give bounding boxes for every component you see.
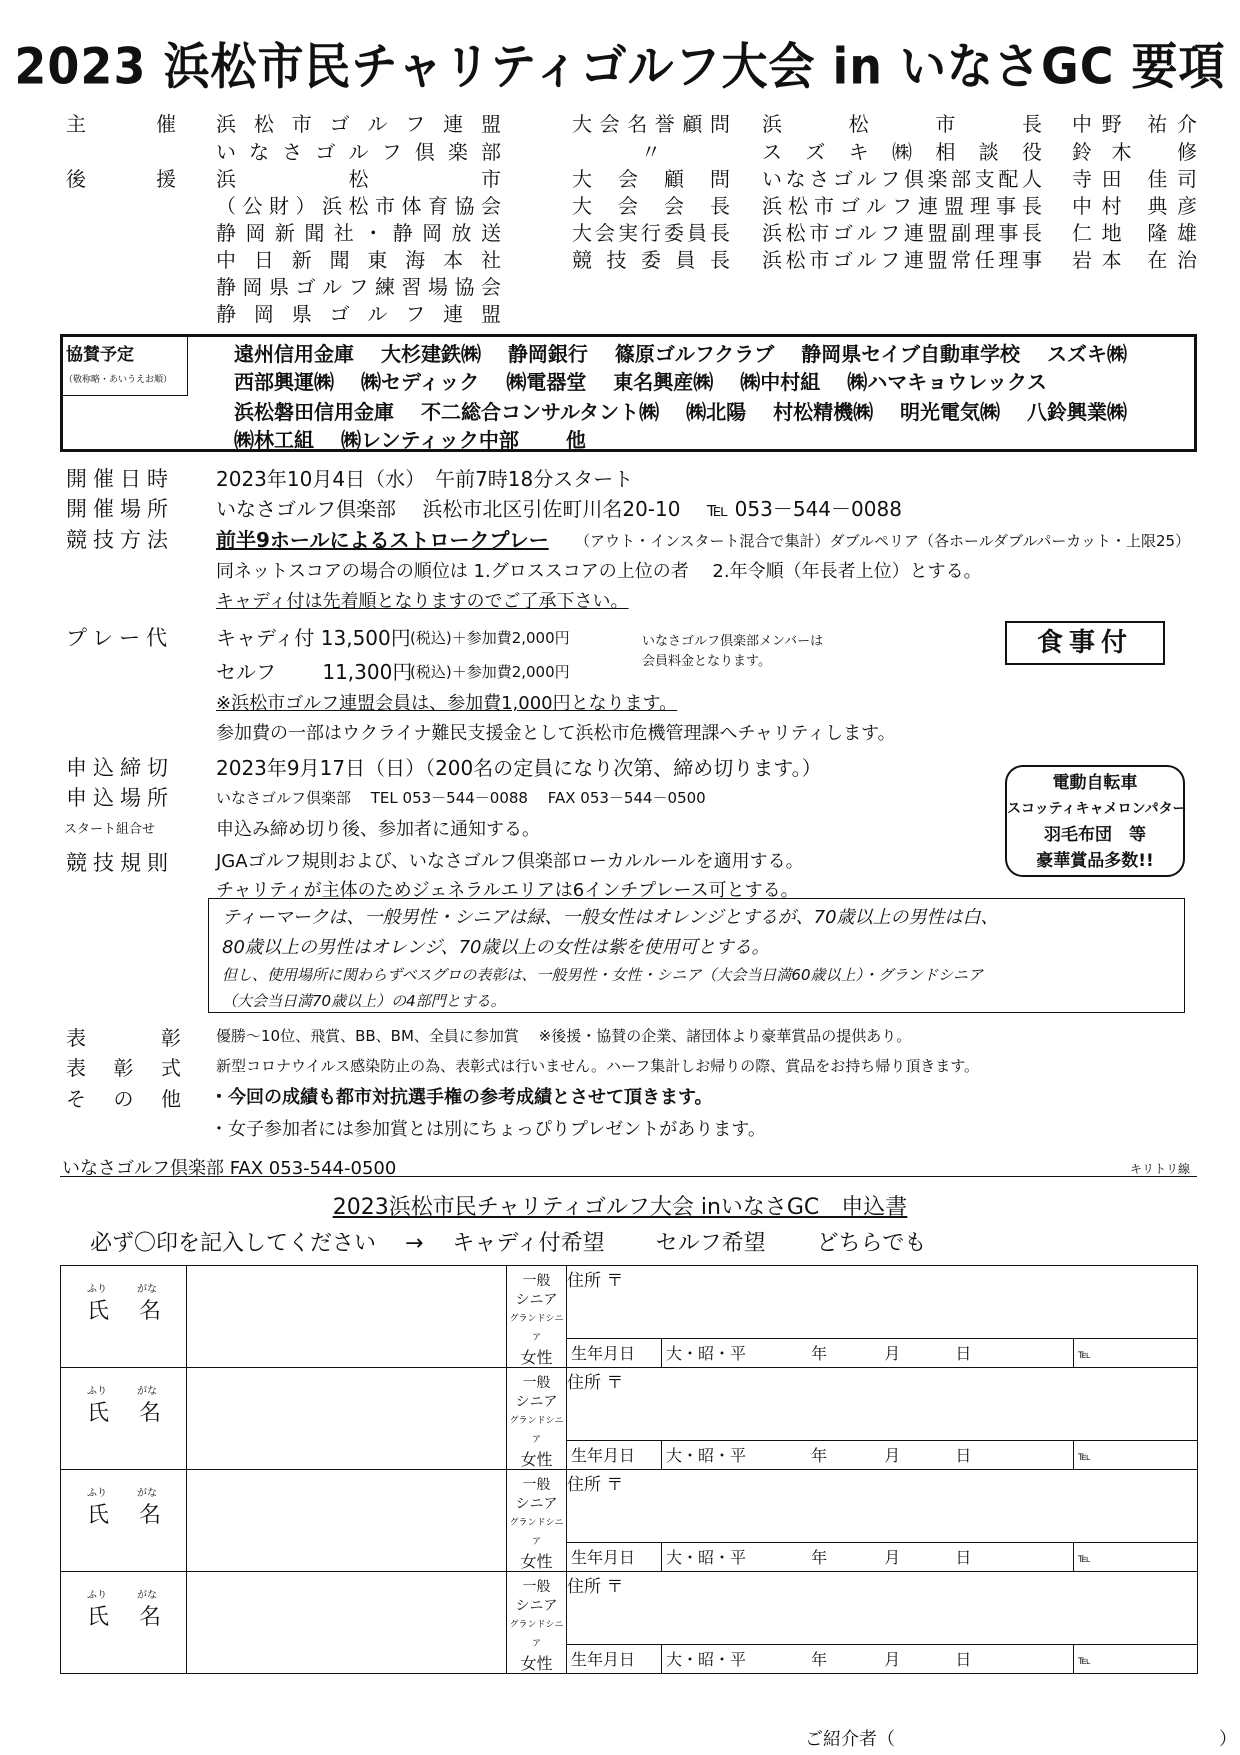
deadline: 2023年9月17日（日）（200名の定員になり次第、締め切ります。） <box>216 756 822 780</box>
tel-cell[interactable] <box>1074 1644 1198 1673</box>
address-label: 住所 〒 <box>567 1577 624 1597</box>
tel-cell[interactable] <box>1074 1440 1198 1469</box>
fax-line: いなさゴルフ倶楽部 FAX 053-544-0500 <box>62 1158 397 1179</box>
name-char-2: 名 <box>139 1299 162 1324</box>
tee-line: （大会当日満70歳以上）の4部門とする。 <box>222 992 506 1010</box>
support-3: 静岡新聞社・静岡放送 <box>216 221 501 245</box>
official-role: 競技委員長 <box>572 248 730 272</box>
event-date: 2023年10月4日（水） 午前7時18分スタート <box>216 467 634 491</box>
official-title: スズキ㈱相談役 <box>762 140 1042 164</box>
furi-text: ふり <box>87 1590 107 1601</box>
day-label: 日 <box>955 1650 972 1670</box>
address-label: 住所 〒 <box>567 1373 624 1393</box>
rules-2: チャリティが主体のためジェネラルエリアは6インチプレース可とする。 <box>216 880 799 901</box>
host-2: いなさゴルフ倶楽部 <box>216 140 501 164</box>
support-4: 中日新聞東海本社 <box>216 248 501 272</box>
ceremony-label: 表彰式 <box>66 1056 181 1080</box>
member-note-2: 会員料金となります。 <box>642 654 771 669</box>
name-input-cell[interactable] <box>187 1266 507 1368</box>
prize-line: スコッティキャメロンパター <box>1007 801 1187 817</box>
gana-text: がな <box>137 1284 157 1295</box>
sponsor-note: （敬称略・あいうえお順） <box>64 375 173 385</box>
official-name: 寺田 佳司 <box>1072 167 1197 191</box>
method-line3: キャディ付は先着順となりますのでご了承下さい。 <box>216 591 629 612</box>
year-label: 年 <box>811 1650 828 1670</box>
address-cell[interactable] <box>567 1572 1198 1645</box>
apply-label: 申込場所 <box>66 786 174 810</box>
cat-general: 一般 <box>522 1579 551 1595</box>
name-char-1: 氏 <box>87 1299 110 1324</box>
other-2: ・女子参加者には参加賞とは別にちょっぴりプレゼントがあります。 <box>210 1119 766 1140</box>
applicant-row <box>61 1572 1198 1645</box>
award-label: 表彰 <box>66 1026 181 1050</box>
cat-general: 一般 <box>522 1477 551 1493</box>
host-1: 浜松市ゴルフ連盟 <box>216 112 501 136</box>
official-name: 仁地 隆雄 <box>1072 221 1197 245</box>
support-2: （公財）浜松市体育協会 <box>216 194 501 218</box>
official-role: 大会顧問 <box>572 167 730 191</box>
ceremony-text: 新型コロナウイルス感染防止の為、表彰式は行いません。ハーフ集計しお帰りの際、賞品をお持ち帰り頂きます。 <box>216 1057 980 1075</box>
official-name: 岩本 在治 <box>1072 248 1197 272</box>
cut-line <box>60 1176 1197 1177</box>
day-label: 日 <box>955 1446 972 1466</box>
address-cell[interactable] <box>567 1266 1198 1339</box>
year-label: 年 <box>811 1548 828 1568</box>
era-options: 大・昭・平 <box>666 1344 747 1364</box>
prize-line: 豪華賞品多数!! <box>1036 851 1154 871</box>
tee-line: ティーマークは、一般男性・シニアは緑、一般女性はオレンジとするが、70歳以上の男性は白、 <box>222 907 999 928</box>
name-char-2: 名 <box>139 1503 162 1528</box>
tel-label: ℡ <box>1078 1449 1091 1464</box>
birth-input-cell[interactable] <box>662 1644 1074 1673</box>
cat-grand-senior: グランドシニア <box>509 1416 564 1445</box>
birth-label: 生年月日 <box>567 1338 662 1367</box>
cat-grand-senior: グランドシニア <box>509 1518 564 1547</box>
fee-label: プレー代 <box>66 626 174 650</box>
fee-self: セルフ 11,300円 <box>216 660 413 684</box>
cat-senior: シニア <box>515 1292 558 1308</box>
support-5: 静岡県ゴルフ練習場協会 <box>216 275 501 299</box>
sponsor-line: 遠州信用金庫 大杉建鉄㈱ 静岡銀行 篠原ゴルフクラブ 静岡県セイブ自動車学校 スズキ㈱ <box>234 342 1128 366</box>
method-sub: （アウト・インスタート混合で集計）ダブルペリア（各ホールダブルパーカット・上限25） <box>575 532 1191 550</box>
fee-caddie: キャディ付 13,500円 <box>216 626 411 650</box>
official-name: 中野 祐介 <box>1072 112 1197 136</box>
name-input-cell[interactable] <box>187 1368 507 1470</box>
sponsor-label: 協賛予定 <box>66 345 134 365</box>
member-note-1: いなさゴルフ倶楽部メンバーは <box>642 634 824 649</box>
name-label-cell <box>61 1368 187 1470</box>
event-venue: いなさゴルフ倶楽部 浜松市北区引佐町川名20-10 ℡ 053－544－0088 <box>216 497 902 521</box>
official-name: 中村 典彦 <box>1072 194 1197 218</box>
name-label-cell <box>61 1470 187 1572</box>
name-char-1: 氏 <box>87 1503 110 1528</box>
meal-badge: 食事付 <box>1005 621 1165 665</box>
birth-input-cell[interactable] <box>662 1440 1074 1469</box>
birth-label: 生年月日 <box>567 1542 662 1571</box>
fee-note-2: 参加費の一部はウクライナ難民支援金として浜松市危機管理課へチャリティします。 <box>216 723 896 744</box>
official-name: 鈴木 修 <box>1072 140 1197 164</box>
cat-female: 女性 <box>520 1552 553 1571</box>
era-options: 大・昭・平 <box>666 1548 747 1568</box>
group-text: 申込み締め切り後、参加者に通知する。 <box>216 819 540 840</box>
cat-female: 女性 <box>520 1348 553 1367</box>
official-title: いなさゴルフ倶楽部支配人 <box>762 167 1042 191</box>
group-label: スタート組合せ <box>64 822 156 837</box>
tel-label: ℡ <box>1078 1653 1091 1668</box>
month-label: 月 <box>884 1446 901 1466</box>
furi-text: ふり <box>87 1386 107 1397</box>
month-label: 月 <box>884 1344 901 1364</box>
rules-label: 競技規則 <box>66 851 174 875</box>
cat-female: 女性 <box>520 1450 553 1469</box>
day-label: 日 <box>955 1344 972 1364</box>
apply-place: いなさゴルフ倶楽部 TEL 053－544－0088 FAX 053－544－0500 <box>216 789 706 807</box>
fee-self-sub: (税込)＋参加費2,000円 <box>410 663 570 681</box>
address-label: 住所 〒 <box>567 1475 624 1495</box>
official-title: 浜 松 市 長 <box>762 112 1042 136</box>
applicant-row <box>61 1368 1198 1441</box>
name-char-1: 氏 <box>87 1605 110 1630</box>
cat-senior: シニア <box>515 1496 558 1512</box>
label-host: 主催 <box>66 112 176 136</box>
era-options: 大・昭・平 <box>666 1446 747 1466</box>
official-role: 〃 <box>641 140 661 164</box>
fee-caddie-sub: (税込)＋参加費2,000円 <box>410 629 570 647</box>
sponsor-line: 西部興運㈱ ㈱セディック ㈱電器堂 東名興産㈱ ㈱中村組 ㈱ハマキョウレックス <box>234 370 1047 394</box>
category-cell[interactable] <box>507 1572 567 1674</box>
form-title: 2023浜松市民チャリティゴルフ大会 inいなさGC 申込書 <box>332 1195 908 1220</box>
cat-general: 一般 <box>522 1375 551 1391</box>
other-label: その他 <box>66 1087 181 1111</box>
category-cell[interactable] <box>507 1266 567 1368</box>
cat-female: 女性 <box>520 1654 553 1673</box>
month-label: 月 <box>884 1650 901 1670</box>
cat-senior: シニア <box>515 1598 558 1614</box>
fee-note-1: ※浜松市ゴルフ連盟会員は、参加費1,000円となります。 <box>216 693 678 714</box>
page-title: 2023 浜松市民チャリティゴルフ大会 in いなさGC 要項 <box>14 37 1226 96</box>
year-label: 年 <box>811 1446 828 1466</box>
applicant-row <box>61 1266 1198 1339</box>
name-input-cell[interactable] <box>187 1470 507 1572</box>
cat-grand-senior: グランドシニア <box>509 1620 564 1649</box>
gana-text: がな <box>137 1488 157 1499</box>
venue-label: 開催場所 <box>66 497 174 521</box>
name-label-cell <box>61 1572 187 1674</box>
name-label-cell <box>61 1266 187 1368</box>
deadline-label: 申込締切 <box>66 756 174 780</box>
official-role: 大会名誉顧問 <box>572 112 730 136</box>
sponsor-line: ㈱林工組 ㈱レンティック中部 他 <box>234 428 586 452</box>
year-label: 年 <box>811 1344 828 1364</box>
tee-line: 80歳以上の男性はオレンジ、70歳以上の女性は紫を使用可とする。 <box>222 937 770 958</box>
name-char-1: 氏 <box>87 1401 110 1426</box>
other-1: ・今回の成績も都市対抗選手権の参考成績とさせて頂きます。 <box>210 1087 713 1108</box>
sponsor-line: 浜松磐田信用金庫 不二総合コンサルタント㈱ ㈱北陽 村松精機㈱ 明光電気㈱ 八鈴興業㈱ <box>234 400 1128 424</box>
official-title: 浜松市ゴルフ連盟理事長 <box>762 194 1042 218</box>
day-label: 日 <box>955 1548 972 1568</box>
support-1: 浜松市 <box>216 167 501 191</box>
official-role: 大会会長 <box>572 194 730 218</box>
furi-text: ふり <box>87 1488 107 1499</box>
rules-1: JGAゴルフ規則および、いなさゴルフ倶楽部ローカルルールを適用する。 <box>216 851 804 872</box>
official-role: 大会実行委員長 <box>572 221 730 245</box>
support-6: 静岡県ゴルフ連盟 <box>216 302 501 326</box>
gana-text: がな <box>137 1386 157 1397</box>
referrer-field[interactable]: ご紹介者（ ） <box>805 1729 1237 1750</box>
category-cell[interactable] <box>507 1368 567 1470</box>
official-title: 浜松市ゴルフ連盟副理事長 <box>762 221 1042 245</box>
form-instruction: 必ず〇印を記入してください → キャディ付希望 セルフ希望 どちらでも <box>90 1231 927 1256</box>
applicant-row <box>61 1470 1198 1543</box>
era-options: 大・昭・平 <box>666 1650 747 1670</box>
month-label: 月 <box>884 1548 901 1568</box>
official-title: 浜松市ゴルフ連盟常任理事 <box>762 248 1042 272</box>
prize-line: 電動自転車 <box>1052 773 1138 793</box>
tee-line: 但し、使用場所に関わらずベスグロの表彰は、一般男性・女性・シニア（大会当日満60歳以上）・グランドシニア <box>222 966 983 984</box>
gana-text: がな <box>137 1590 157 1601</box>
name-input-cell[interactable] <box>187 1572 507 1674</box>
label-support: 後援 <box>66 167 176 191</box>
address-cell[interactable] <box>567 1368 1198 1441</box>
tel-cell[interactable] <box>1074 1542 1198 1571</box>
name-char-2: 名 <box>139 1401 162 1426</box>
birth-label: 生年月日 <box>567 1644 662 1673</box>
application-table <box>60 1265 1198 1674</box>
furi-text: ふり <box>87 1284 107 1295</box>
prize-box <box>1005 765 1185 877</box>
method-main: 前半9ホールによるストロークプレー <box>216 528 549 552</box>
award-text: 優勝～10位、飛賞、BB、BM、全員に参加賞 ※後援・協賛の企業、諸団体より豪華賞品の提供あり。 <box>216 1027 912 1045</box>
birth-input-cell[interactable] <box>662 1338 1074 1367</box>
tel-cell[interactable] <box>1074 1338 1198 1367</box>
birth-label: 生年月日 <box>567 1440 662 1469</box>
address-cell[interactable] <box>567 1470 1198 1543</box>
method-line2: 同ネットスコアの場合の順位は 1.グロススコアの上位の者 2.年令順（年長者上位）とする。 <box>216 561 982 582</box>
cat-general: 一般 <box>522 1273 551 1289</box>
birth-input-cell[interactable] <box>662 1542 1074 1571</box>
address-label: 住所 〒 <box>567 1271 624 1291</box>
method-label: 競技方法 <box>66 528 174 552</box>
category-cell[interactable] <box>507 1470 567 1572</box>
cut-label: キリトリ線 <box>1130 1162 1191 1176</box>
prize-line: 羽毛布団 等 <box>1044 825 1146 845</box>
name-char-2: 名 <box>139 1605 162 1630</box>
tel-label: ℡ <box>1078 1551 1091 1566</box>
cat-senior: シニア <box>515 1394 558 1410</box>
tel-label: ℡ <box>1078 1347 1091 1362</box>
cat-grand-senior: グランドシニア <box>509 1314 564 1343</box>
date-label: 開催日時 <box>66 467 174 491</box>
